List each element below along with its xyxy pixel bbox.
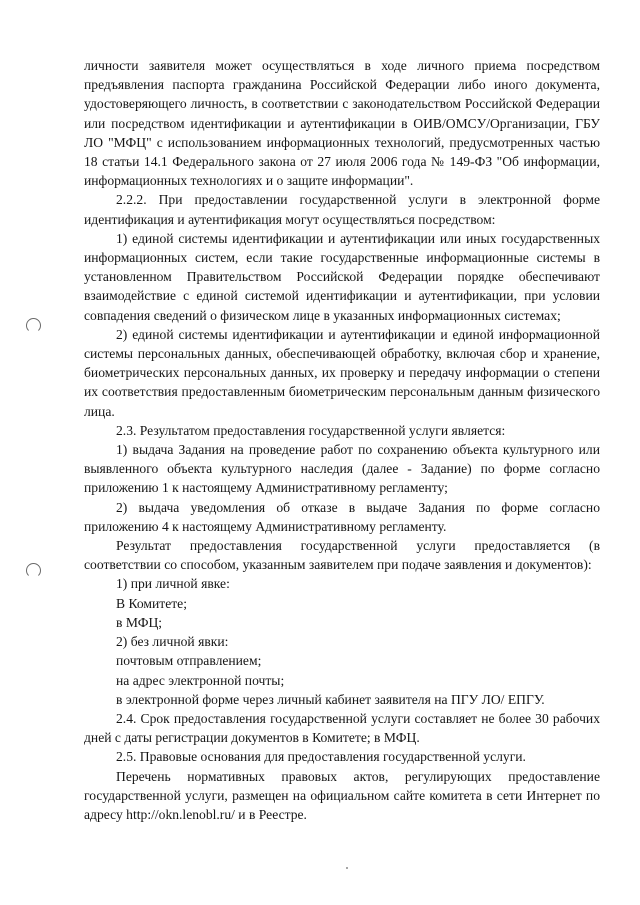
list-item-biometric: 2) единой системы идентификации и аутентификации и единой информационной системы персональных данных, обеспечивающей обработку, включая сбор и хранение, биометрических персональных данных, их проверку и передачу информации о степени их соответствия предоставленным биометрическим персональным данным физического лица. [84, 326, 600, 419]
paragraph-legal-acts: Перечень нормативных правовых актов, регулирующих предоставление государственной услуги, размещен на официальном сайте комитета в сети Интернет по адресу http://okn.lenobl.ru/ и в Реестре. [84, 768, 600, 822]
paragraph-result-delivery: Результат предоставления государственной услуги предоставляется (в соответствии со способом, указанным заявителем при подаче заявления и документов): [84, 538, 600, 573]
scan-speck [346, 867, 348, 869]
list-item-task-issue: 1) выдача Задания на проведение работ по сохранению объекта культурного или выявленного объекта культурного наследия (далее - Задание) по форме согласно приложению 1 к настоящему Административному регламенту; [84, 442, 600, 496]
punch-hole-mark [26, 563, 41, 578]
delivery-option-email: на адрес электронной почты; [116, 672, 285, 688]
punch-hole-mark [26, 318, 41, 333]
paragraph-2-4: 2.4. Срок предоставления государственной услуги составляет не более 30 рабочих дней с даты регистрации документов в Комитете; в МФЦ. [84, 710, 600, 746]
paragraph-2-5: 2.5. Правовые основания для предоставления государственной услуги. [116, 749, 526, 765]
delivery-option-committee: В Комитете; [116, 595, 187, 611]
delivery-option-post: почтовым отправлением; [116, 653, 262, 669]
paragraph-2-3: 2.3. Результатом предоставления государственной услуги является: [116, 422, 506, 438]
paragraph-2-2-2: 2.2.2. При предоставлении государственной услуги в электронной форме идентификация и аутентификация могут осуществляться посредством: [84, 192, 600, 227]
document-body [84, 56, 600, 824]
delivery-option-online-cabinet: в электронной форме через личный кабинет заявителя на ПГУ ЛО/ ЕПГУ. [116, 691, 545, 707]
delivery-option-remote: 2) без личной явки: [116, 634, 229, 650]
list-item-esia: 1) единой системы идентификации и аутентификации или иных государственных информационных систем, если такие государственные информационные системы в установленном Правительством Российской Федерации порядке обеспечивают взаимодействие с единой системой идентификации и аутентификации, при условии совпадения сведений о физическом лице в указанных информационных системах; [84, 230, 600, 323]
delivery-option-in-person: 1) при личной явке: [116, 576, 230, 592]
paragraph-identity-verification: личности заявителя может осуществляться в ходе личного приема посредством предъявления паспорта гражданина Российской Федерации либо иного документа, удостоверяющего личность, в соответствии с законодательством Российской Федерации или посредством идентификации и аутентификации в ОИВ/ОМСУ/Организации, ГБУ ЛО "МФЦ" с использованием информационных технологий, предусмотренных частью 18 статьи 14.1 Федерального закона от 27 июля 2006 года № 149-ФЗ "Об информации, информационных технологиях и о защите информации". [84, 58, 600, 189]
list-item-refusal-notice: 2) выдача уведомления об отказе в выдаче Задания по форме согласно приложению 4 к настоящему Административному регламенту. [84, 499, 600, 534]
delivery-option-mfc: в МФЦ; [116, 614, 163, 630]
